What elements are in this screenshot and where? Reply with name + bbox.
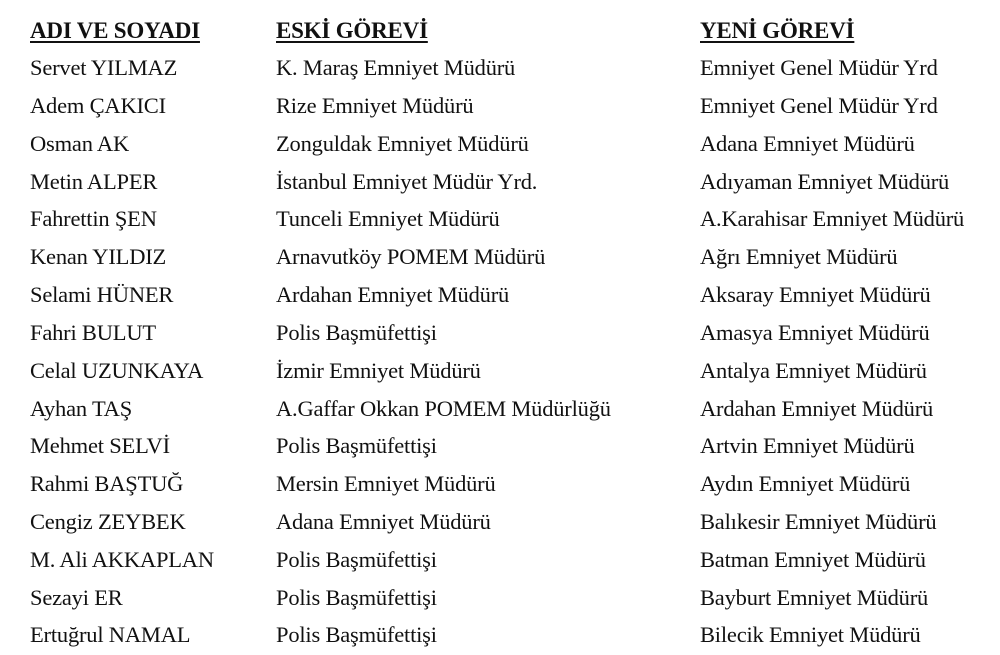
row-new-position: Ardahan Emniyet Müdürü [700,396,934,421]
table-row [0,87,1000,125]
row-name: Fahrettin ŞEN [30,206,157,231]
table-row [0,427,1000,465]
row-old-position: A.Gaffar Okkan POMEM Müdürlüğü [276,396,611,421]
row-name: Adem ÇAKICI [30,93,166,118]
table-row [0,390,1000,428]
row-name: Cengiz ZEYBEK [30,509,186,534]
row-old-position: Ardahan Emniyet Müdürü [276,282,510,307]
row-old-position: Arnavutköy POMEM Müdürü [276,244,546,269]
row-old-position: İstanbul Emniyet Müdür Yrd. [276,169,538,194]
row-old-position: Tunceli Emniyet Müdürü [276,206,500,231]
table-row [0,125,1000,163]
row-name: Fahri BULUT [30,320,156,345]
table-header [0,12,1000,50]
row-new-position: Bilecik Emniyet Müdürü [700,622,921,647]
row-new-position: Batman Emniyet Müdürü [700,547,926,572]
row-name: Celal UZUNKAYA [30,358,204,383]
row-new-position: Aksaray Emniyet Müdürü [700,282,931,307]
header-new-position: YENİ GÖREVİ [700,18,855,43]
row-name: Mehmet SELVİ [30,433,170,458]
table-row [0,465,1000,503]
table-row [0,616,1000,654]
row-name: Servet YILMAZ [30,55,178,80]
row-name: Sezayi ER [30,585,123,610]
row-new-position: Amasya Emniyet Müdürü [700,320,930,345]
row-old-position: Polis Başmüfettişi [276,622,437,647]
row-new-position: Ağrı Emniyet Müdürü [700,244,898,269]
table-row [0,238,1000,276]
row-new-position: A.Karahisar Emniyet Müdürü [700,206,965,231]
row-new-position: Artvin Emniyet Müdürü [700,433,915,458]
row-name: Metin ALPER [30,169,158,194]
row-new-position: Adıyaman Emniyet Müdürü [700,169,950,194]
row-old-position: Rize Emniyet Müdürü [276,93,474,118]
table-row [0,276,1000,314]
table-row [0,352,1000,390]
table-row [0,314,1000,352]
row-old-position: Polis Başmüfettişi [276,433,437,458]
row-new-position: Balıkesir Emniyet Müdürü [700,509,937,534]
row-old-position: Mersin Emniyet Müdürü [276,471,496,496]
table-row [0,49,1000,87]
row-name: Ertuğrul NAMAL [30,622,191,647]
row-new-position: Adana Emniyet Müdürü [700,131,915,156]
table-row [0,541,1000,579]
row-old-position: Zonguldak Emniyet Müdürü [276,131,529,156]
row-name: Osman AK [30,131,130,156]
table-row [0,579,1000,617]
table-row [0,200,1000,238]
row-name: Kenan YILDIZ [30,244,167,269]
table-row [0,163,1000,201]
row-new-position: Emniyet Genel Müdür Yrd [700,55,938,80]
row-name: Rahmi BAŞTUĞ [30,471,184,496]
row-old-position: Adana Emniyet Müdürü [276,509,491,534]
row-new-position: Aydın Emniyet Müdürü [700,471,911,496]
row-name: Ayhan TAŞ [30,396,133,421]
row-old-position: K. Maraş Emniyet Müdürü [276,55,516,80]
header-old-position: ESKİ GÖREVİ [276,18,428,43]
row-new-position: Antalya Emniyet Müdürü [700,358,927,383]
row-old-position: Polis Başmüfettişi [276,585,437,610]
header-name: ADI VE SOYADI [30,18,200,43]
row-old-position: Polis Başmüfettişi [276,547,437,572]
row-new-position: Emniyet Genel Müdür Yrd [700,93,938,118]
table-row [0,503,1000,541]
row-name: M. Ali AKKAPLAN [30,547,214,572]
row-new-position: Bayburt Emniyet Müdürü [700,585,929,610]
row-name: Selami HÜNER [30,282,174,307]
row-old-position: Polis Başmüfettişi [276,320,437,345]
row-old-position: İzmir Emniyet Müdürü [276,358,481,383]
